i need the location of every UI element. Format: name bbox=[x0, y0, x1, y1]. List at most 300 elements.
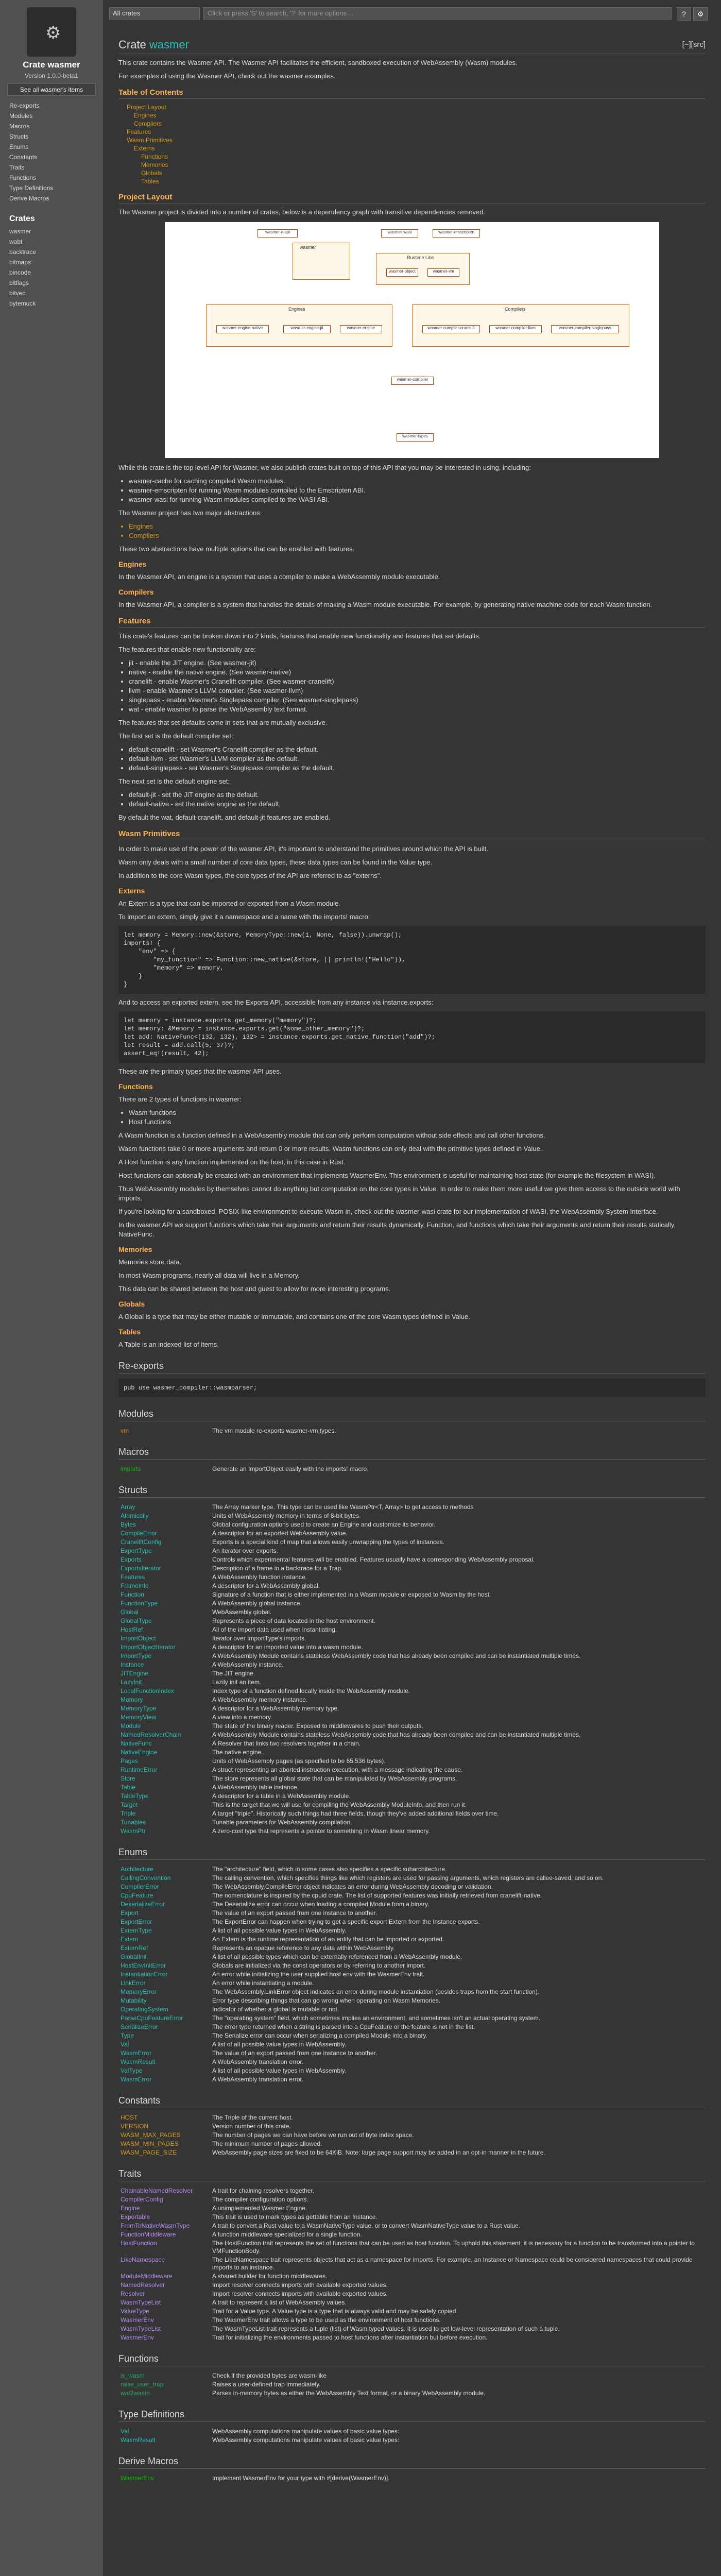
item-description: A WebAssembly function instance. bbox=[212, 1573, 307, 1581]
sidebar-item[interactable]: Macros bbox=[9, 123, 30, 130]
code-block: let memory = Memory::new(&store, MemoryType::new(1, None, false)).unwrap(); imports! { "env" => { "my_function" => Function::new_native(&store, || println!("Hello")), "memory" => memory, } } bbox=[118, 926, 706, 994]
functions-paragraph: A Wasm function is a function defined in a WebAssembly module that can only perform computation without side effects and call other functions. bbox=[118, 1131, 545, 1139]
table-row bbox=[118, 2239, 706, 2256]
table-row bbox=[118, 2290, 706, 2298]
structs-table bbox=[118, 1503, 706, 1836]
item-link[interactable]: WasmError bbox=[121, 2076, 152, 2083]
item-link[interactable]: HostRef bbox=[121, 1626, 143, 1633]
toc-item[interactable]: Compilers bbox=[134, 120, 162, 127]
item-link[interactable]: Export bbox=[121, 1909, 139, 1917]
features-paragraph: The next set is the default engine set: bbox=[118, 777, 230, 785]
item-link[interactable]: ValType bbox=[121, 2067, 143, 2074]
graph-cluster-label: Compilers bbox=[505, 307, 526, 312]
table-row bbox=[118, 2316, 706, 2325]
crate-link[interactable]: bitmaps bbox=[9, 259, 31, 266]
item-link[interactable]: Triple bbox=[121, 1810, 136, 1817]
sidebar-crate-title[interactable]: Crate wasmer bbox=[23, 60, 80, 70]
item-description: The compiler configuration options. bbox=[212, 2196, 308, 2203]
item-description: A descriptor for a WebAssembly memory type. bbox=[212, 1705, 339, 1712]
table-row bbox=[118, 1988, 706, 1996]
item-link[interactable]: ExportsIterator bbox=[121, 1565, 161, 1572]
item-link[interactable]: NamedResolverChain bbox=[121, 1731, 181, 1738]
search-input[interactable]: Click or press 'S' to search, '?' for more options… bbox=[203, 7, 672, 20]
item-link[interactable]: WasmTypeList bbox=[121, 2325, 161, 2332]
crate-select[interactable]: All crates bbox=[109, 7, 200, 20]
section-heading-tables: Tables bbox=[118, 1328, 141, 1336]
item-description: Global configuration options used to create an Engine and customize its behavior. bbox=[212, 1521, 436, 1528]
section-heading-engines: Engines bbox=[118, 560, 147, 568]
table-row bbox=[118, 1555, 706, 1564]
item-link[interactable]: Architecture bbox=[121, 1866, 154, 1873]
settings-button[interactable] bbox=[693, 7, 708, 21]
help-button[interactable]: ? bbox=[677, 7, 691, 21]
item-link[interactable]: wat2wasm bbox=[121, 2389, 150, 2397]
item-link[interactable]: CpuFeature bbox=[121, 1892, 153, 1899]
table-row bbox=[118, 1783, 706, 1792]
constants-table bbox=[118, 2113, 706, 2157]
functions-paragraph: There are 2 types of functions in wasmer: bbox=[118, 1095, 242, 1103]
item-link[interactable]: GlobalType bbox=[121, 1617, 152, 1624]
table-row bbox=[118, 1704, 706, 1713]
list-item[interactable]: • Engines bbox=[129, 522, 706, 531]
item-link[interactable]: CompilerConfig bbox=[121, 2196, 163, 2203]
item-description: A descriptor for a table in a WebAssembly module. bbox=[212, 1792, 351, 1800]
list-item: • default-llvm - set Wasmer's LLVM compiler as the default. bbox=[129, 754, 706, 764]
item-description: A WebAssembly translation error. bbox=[212, 2076, 304, 2083]
table-row bbox=[118, 1792, 706, 1801]
item-link[interactable]: CallingConvention bbox=[121, 1874, 171, 1882]
item-link[interactable]: LazyInit bbox=[121, 1679, 142, 1686]
item-link[interactable]: Target bbox=[121, 1801, 138, 1808]
table-row bbox=[118, 2014, 706, 2023]
table-row bbox=[118, 1465, 706, 1473]
table-row bbox=[118, 1722, 706, 1731]
graph-node: wasmer-compiler bbox=[391, 377, 434, 385]
item-link[interactable]: MemoryType bbox=[121, 1705, 157, 1712]
table-row bbox=[118, 1935, 706, 1944]
section-heading-compilers: Compilers bbox=[118, 588, 154, 596]
graph-node: wasmer-object bbox=[386, 268, 418, 277]
item-link[interactable]: Instance bbox=[121, 1661, 144, 1668]
crate-link[interactable]: backtrace bbox=[9, 248, 37, 256]
item-link[interactable]: ImportObjectIterator bbox=[121, 1643, 176, 1651]
item-description: A WebAssembly global instance. bbox=[212, 1600, 302, 1607]
item-link[interactable]: WASM_MIN_PAGES bbox=[121, 2140, 179, 2147]
item-link[interactable]: RuntimeError bbox=[121, 1766, 158, 1773]
crate-link[interactable]: wasmer bbox=[9, 228, 31, 235]
list-item: • default-native - set the native engine as the default. bbox=[129, 800, 706, 809]
dependency-graph bbox=[165, 222, 659, 458]
item-link[interactable]: WasmerEnv bbox=[121, 2334, 154, 2341]
item-link[interactable]: LinkError bbox=[121, 1979, 146, 1987]
globals-paragraph: A Global is a type that may be either mutable or immutable, and contains one of the core Wasm types defined in Value. bbox=[118, 1313, 470, 1320]
sidebar-item[interactable]: Traits bbox=[9, 164, 25, 171]
toc-item[interactable]: Engines bbox=[134, 112, 157, 119]
item-link[interactable]: WasmError bbox=[121, 2049, 152, 2057]
item-link[interactable]: LikeNamespace bbox=[121, 2256, 165, 2263]
item-link[interactable]: WasmResult bbox=[121, 2058, 156, 2065]
list-item: • default-jit - set the JIT engine as the default. bbox=[129, 790, 706, 800]
list-item: • wat - enable wasmer to parse the WebAssembly text format. bbox=[129, 705, 706, 714]
sidebar-item[interactable]: Functions bbox=[9, 174, 37, 181]
table-row bbox=[118, 2298, 706, 2307]
table-row bbox=[118, 1512, 706, 1520]
section-heading-typedefs: Type Definitions bbox=[118, 2409, 706, 2422]
item-description: The value of an export passed from one instance to another. bbox=[212, 2049, 377, 2057]
table-row bbox=[118, 2325, 706, 2333]
item-link[interactable]: MemoryError bbox=[121, 1988, 157, 1995]
item-link[interactable]: Mutability bbox=[121, 1997, 147, 2004]
item-description: This is the target that we will use for compiling the WebAssembly ModuleInfo, and then run it. bbox=[212, 1801, 467, 1808]
enums-table bbox=[118, 1865, 706, 2084]
crate-list bbox=[129, 477, 706, 504]
sidebar-item[interactable]: Modules bbox=[9, 112, 33, 120]
table-row bbox=[118, 1883, 706, 1891]
item-description: The WasmTypeList trait represents a tuple (list) of Wasm typed values. It is used to get low-level representation of such a tuple. bbox=[212, 2325, 560, 2332]
item-description: A trait to convert a Rust value to a WasmNativeType value, or to convert WasmNativeType value to a Rust value. bbox=[212, 2222, 521, 2229]
primitives-paragraph: Wasm only deals with a small number of core data types, these data types can be found in the Value type. bbox=[118, 858, 433, 866]
list-item: • default-singlepass - set Wasmer's Singlepass compiler as the default. bbox=[129, 764, 706, 773]
table-row bbox=[118, 2195, 706, 2204]
item-link[interactable]: Module bbox=[121, 1722, 141, 1730]
item-description: Signature of a function that is either implemented in a Wasm module or exposed to Wasm by the host. bbox=[212, 1591, 491, 1598]
item-link[interactable]: HOST bbox=[121, 2114, 138, 2121]
item-link[interactable]: Memory bbox=[121, 1696, 143, 1703]
graph-node: wasmer-c-api bbox=[258, 229, 298, 238]
toc-item[interactable]: Memories bbox=[141, 161, 168, 168]
item-link[interactable]: WasmResult bbox=[121, 2436, 156, 2444]
item-link[interactable]: WASM_PAGE_SIZE bbox=[121, 2149, 177, 2156]
crate-name[interactable]: wasmer bbox=[149, 38, 189, 51]
table-row bbox=[118, 1538, 706, 1547]
item-description: Represents an opaque reference to any data within WebAssembly. bbox=[212, 1944, 395, 1952]
sidebar-item[interactable]: Re-exports bbox=[9, 102, 40, 109]
typedefs-table bbox=[118, 2427, 706, 2445]
sidebar-version: Version 1.0.0-beta1 bbox=[24, 72, 79, 79]
item-link[interactable]: WasmTypeList bbox=[121, 2299, 161, 2306]
table-row bbox=[118, 2005, 706, 2014]
intro-paragraph: This crate contains the Wasmer API. The Wasmer API facilitates the efficient, sandboxed execution of WebAssembly (Wasm) modules. bbox=[118, 59, 518, 66]
item-description: An Extern is the runtime representation of an entity that can be imported or exported. bbox=[212, 1936, 444, 1943]
item-description: Import resolver connects imports with available exported values. bbox=[212, 2281, 388, 2289]
item-link[interactable]: NamedResolver bbox=[121, 2281, 165, 2289]
item-link[interactable]: Array bbox=[121, 1503, 135, 1511]
modules-table bbox=[118, 1427, 706, 1435]
item-description: The "architecture" field, which in some cases also specifies a specific subarchitecture. bbox=[212, 1866, 447, 1873]
item-description: The number of pages we can have before we run out of byte index space. bbox=[212, 2131, 414, 2139]
item-link[interactable]: ImportObject bbox=[121, 1635, 156, 1642]
macros-table bbox=[118, 1465, 706, 1473]
layout-paragraph: The Wasmer project is divided into a number of crates, below is a dependency graph with transitive dependencies removed. bbox=[118, 208, 486, 216]
item-link[interactable]: HostFunction bbox=[121, 2240, 157, 2247]
item-link[interactable]: NativeFunc bbox=[121, 1740, 152, 1747]
derives-table bbox=[118, 2474, 706, 2483]
item-link[interactable]: TableType bbox=[121, 1792, 149, 1800]
item-description: Check if the provided bytes are wasm-like bbox=[212, 2372, 327, 2379]
table-row bbox=[118, 1582, 706, 1590]
toc-item[interactable]: Wasm Primitives bbox=[127, 137, 173, 144]
item-description: A WebAssembly Module contains stateless WebAssembly code that has already been compiled and can be instantiated multiple times. bbox=[212, 1731, 581, 1738]
item-description: The store represents all global state that can be manipulated by WebAssembly programs. bbox=[212, 1775, 457, 1782]
item-description: The vm module re-exports wasmer-vm types. bbox=[212, 1427, 336, 1434]
crate-link[interactable]: bitvec bbox=[9, 290, 26, 297]
sidebar-item[interactable]: Enums bbox=[9, 143, 29, 150]
sidebar-item[interactable]: Structs bbox=[9, 133, 29, 140]
item-description: Raises a user-defined trap immediately. bbox=[212, 2381, 321, 2388]
table-row bbox=[118, 1547, 706, 1555]
table-row bbox=[118, 1520, 706, 1529]
item-link[interactable]: FunctionType bbox=[121, 1600, 158, 1607]
item-description: A target "triple". Historically such things had three fields, though they've added additional fields over time. bbox=[212, 1810, 499, 1817]
crate-link[interactable]: wabt bbox=[9, 238, 23, 245]
crate-link[interactable]: bytemuck bbox=[9, 300, 36, 307]
item-link[interactable]: ExternType bbox=[121, 1927, 152, 1934]
gear-icon: ⚙ bbox=[697, 10, 704, 18]
table-row bbox=[118, 2023, 706, 2031]
item-link[interactable]: LocalFunctionIndex bbox=[121, 1687, 175, 1694]
features-paragraph: The features that enable new functionality are: bbox=[118, 646, 256, 653]
item-link[interactable]: Extern bbox=[121, 1936, 139, 1943]
features-paragraph: The first set is the default compiler set: bbox=[118, 732, 233, 740]
table-row bbox=[118, 2333, 706, 2342]
item-description: The LikeNamespace trait represents objects that act as a namespace for imports. For example, an Instance or Namespace could be considered namespaces that could provide imports to an instance. bbox=[212, 2256, 693, 2271]
table-row bbox=[118, 1731, 706, 1739]
table-row bbox=[118, 1970, 706, 1979]
section-heading-modules: Modules bbox=[118, 1409, 706, 1421]
item-description: The Serialize error can occur when serializing a compiled Module into a binary. bbox=[212, 2032, 427, 2039]
list-item[interactable]: • wasmer-cache for caching compiled Wasm modules. bbox=[129, 477, 706, 486]
table-row bbox=[118, 2066, 706, 2075]
item-description: A struct representing an aborted instruction execution, with a message indicating the cause. bbox=[212, 1766, 463, 1773]
item-description: Units of WebAssembly pages (as specified to be 65,536 bytes). bbox=[212, 1757, 386, 1765]
table-row bbox=[118, 2075, 706, 2084]
toc-item[interactable]: Functions bbox=[141, 153, 168, 160]
item-link[interactable]: SerializeError bbox=[121, 2023, 158, 2030]
table-row bbox=[118, 1660, 706, 1669]
section-heading-globals: Globals bbox=[118, 1300, 145, 1308]
section-heading-externs: Externs bbox=[118, 887, 145, 895]
item-link[interactable]: WasmerEnv bbox=[121, 2316, 154, 2324]
item-description: The state of the binary reader. Exposed to middlewares to push their outputs. bbox=[212, 1722, 423, 1730]
item-link[interactable]: is_wasm bbox=[121, 2372, 145, 2379]
item-link[interactable]: imports bbox=[121, 1465, 141, 1472]
item-link[interactable]: CompileError bbox=[121, 1530, 157, 1537]
item-link[interactable]: Exports bbox=[121, 1556, 142, 1563]
item-link[interactable]: Val bbox=[121, 2428, 129, 2435]
item-link[interactable]: Val bbox=[121, 2041, 129, 2048]
item-link[interactable]: raise_user_trap bbox=[121, 2381, 164, 2388]
item-description: Description of a frame in a backtrace for a Trap. bbox=[212, 1565, 343, 1572]
sidebar-item[interactable]: Constants bbox=[9, 154, 38, 161]
src-link[interactable]: [−][src] bbox=[682, 40, 706, 49]
item-description: Controls which experimental features will be enabled. Features usually have a corresponding WebAssembly proposal. bbox=[212, 1556, 535, 1563]
section-heading-traits: Traits bbox=[118, 2168, 706, 2181]
item-link[interactable]: Table bbox=[121, 1784, 135, 1791]
item-link[interactable]: OperatingSystem bbox=[121, 2006, 168, 2013]
toc-item[interactable]: Globals bbox=[141, 170, 162, 177]
table-row bbox=[118, 2131, 706, 2140]
list-item: • llvm - enable Wasmer's LLVM compiler. (See wasmer-llvm) bbox=[129, 686, 706, 696]
graph-node: wasmer-vm bbox=[427, 268, 459, 277]
item-description: Indicator of whether a global is mutable or not. bbox=[212, 2006, 339, 2013]
table-row bbox=[118, 2230, 706, 2239]
item-link[interactable]: Function bbox=[121, 1591, 145, 1598]
layout-paragraph: These two abstractions have multiple options that can be enabled with features. bbox=[118, 545, 355, 553]
table-row bbox=[118, 2272, 706, 2281]
item-link[interactable]: ModuleMiddleware bbox=[121, 2273, 173, 2280]
crate-link[interactable]: bincode bbox=[9, 269, 31, 276]
table-row bbox=[118, 2307, 706, 2316]
list-item[interactable]: • wasmer-emscripten for running Wasm modules compiled to the Emscripten ABI. bbox=[129, 486, 706, 495]
item-link[interactable]: Pages bbox=[121, 1757, 139, 1765]
item-link[interactable]: HostEnvInitError bbox=[121, 1962, 166, 1969]
list-item: • default-cranelift - set Wasmer's Cranelift compiler as the default. bbox=[129, 745, 706, 754]
item-link[interactable]: Global bbox=[121, 1608, 139, 1616]
item-description: A descriptor for a WebAssembly global. bbox=[212, 1582, 320, 1589]
item-description: A shared builder for function middlewares. bbox=[212, 2273, 328, 2280]
toc-heading: Table of Contents bbox=[118, 88, 706, 99]
item-link[interactable]: WASM_MAX_PAGES bbox=[121, 2131, 181, 2139]
table-row bbox=[118, 1996, 706, 2005]
section-heading-memories: Memories bbox=[118, 1245, 152, 1253]
item-link[interactable]: CraneliftConfig bbox=[121, 1538, 162, 1546]
item-description: The native engine. bbox=[212, 1749, 263, 1756]
layout-paragraph: The Wasmer project has two major abstractions: bbox=[118, 509, 262, 517]
table-row bbox=[118, 1944, 706, 1953]
table-row bbox=[118, 1757, 706, 1766]
functions-paragraph: Host functions can optionally be created with an environment that implements WasmerEnv. This environment is useful for maintaining host state (for example the filesystem in WASI). bbox=[118, 1172, 656, 1179]
item-link[interactable]: JITEngine bbox=[121, 1670, 149, 1677]
table-row bbox=[118, 2187, 706, 2195]
item-link[interactable]: CompilerError bbox=[121, 1883, 159, 1890]
all-items-button[interactable]: See all wasmer's items bbox=[7, 83, 96, 96]
item-link[interactable]: Bytes bbox=[121, 1521, 136, 1528]
table-row bbox=[118, 1669, 706, 1678]
list-item[interactable]: • wasmer-wasi for running Wasm modules compiled to the WASI ABI. bbox=[129, 495, 706, 504]
item-link[interactable]: ChainableNamedResolver bbox=[121, 2187, 193, 2194]
item-link[interactable]: NativeEngine bbox=[121, 1749, 158, 1756]
item-link[interactable]: InstantiationError bbox=[121, 1971, 168, 1978]
externs-paragraph: These are the primary types that the wasmer API uses. bbox=[118, 1067, 282, 1075]
item-link[interactable]: Engine bbox=[121, 2205, 140, 2212]
list-item[interactable]: • Compilers bbox=[129, 531, 706, 540]
item-description: The WebAssembly.LinkError object indicates an error during module instantiation (besides traps from the start function). bbox=[212, 1988, 540, 1995]
item-link[interactable]: Atomically bbox=[121, 1512, 149, 1519]
item-description: An error while initializing the user supplied host env with the WasmerEnv trait. bbox=[212, 1971, 425, 1978]
gear-icon: ⚙ bbox=[45, 23, 61, 43]
table-row bbox=[118, 2140, 706, 2148]
item-link[interactable]: Store bbox=[121, 1775, 135, 1782]
item-description: The JIT engine. bbox=[212, 1670, 255, 1677]
item-link[interactable]: Resolver bbox=[121, 2290, 145, 2297]
table-row bbox=[118, 1979, 706, 1988]
crate-link[interactable]: bitflags bbox=[9, 279, 29, 286]
item-link[interactable]: ParseCpuFeatureError bbox=[121, 2014, 183, 2022]
functions-paragraph: A Host function is any function implemented on the host, in this case in Rust. bbox=[118, 1158, 346, 1166]
item-description: Exports is a special kind of map that allows easily unwrapping the types of instances. bbox=[212, 1538, 444, 1546]
item-link[interactable]: MemoryView bbox=[121, 1714, 157, 1721]
graph-node: wasmer-emscripten bbox=[433, 229, 480, 238]
item-link[interactable]: WasmPtr bbox=[121, 1827, 146, 1835]
memories-paragraph: Memories store data. bbox=[118, 1258, 182, 1266]
item-link[interactable]: VERSION bbox=[121, 2123, 149, 2130]
item-description: Iterator over ImportType's imports. bbox=[212, 1635, 306, 1642]
item-link[interactable]: FrameInfo bbox=[121, 1582, 149, 1589]
item-description: A zero-cost type that represents a pointer to something in Wasm linear memory. bbox=[212, 1827, 430, 1835]
sidebar-item[interactable]: Derive Macros bbox=[9, 195, 49, 202]
item-link[interactable]: vm bbox=[121, 1427, 129, 1434]
toc-item[interactable]: Externs bbox=[134, 145, 155, 152]
layout-paragraph: While this crate is the top level API for Wasmer, we also publish crates built on top of this API that you may be interested in using, including: bbox=[118, 464, 531, 471]
item-description: Generate an ImportObject easily with the imports! macro. bbox=[212, 1465, 369, 1472]
item-link[interactable]: WasmerEnv bbox=[121, 2475, 154, 2482]
table-row bbox=[118, 2380, 706, 2389]
section-heading-enums: Enums bbox=[118, 1847, 706, 1860]
toc-item[interactable]: Project Layout bbox=[127, 104, 166, 111]
section-heading-fns: Functions bbox=[118, 2353, 706, 2366]
rust-logo[interactable] bbox=[27, 7, 76, 57]
item-link[interactable]: DeserializeError bbox=[121, 1901, 165, 1908]
item-link[interactable]: ImportType bbox=[121, 1652, 152, 1659]
section-heading-primitives: Wasm Primitives bbox=[118, 829, 706, 840]
item-link[interactable]: FunctionMiddleware bbox=[121, 2231, 176, 2238]
item-link[interactable]: Features bbox=[121, 1573, 145, 1581]
item-description: Tunable parameters for WebAssembly compilation. bbox=[212, 1819, 352, 1826]
list-item: • cranelift - enable Wasmer's Cranelift compiler. (See wasmer-cranelift) bbox=[129, 677, 706, 686]
item-description: The calling convention, which specifies things like which registers are used for passing arguments, which registers are callee-saved, and so on. bbox=[212, 1874, 604, 1882]
main-content bbox=[118, 38, 706, 2483]
table-row bbox=[118, 1801, 706, 1809]
item-link[interactable]: FromToNativeWasmType bbox=[121, 2222, 190, 2229]
item-description: A WebAssembly instance. bbox=[212, 1661, 284, 1668]
sidebar-item[interactable]: Type Definitions bbox=[9, 184, 54, 192]
graph-node: wasmer-wasi bbox=[381, 229, 418, 238]
item-link[interactable]: Tunables bbox=[121, 1819, 146, 1826]
item-description: This trait is used to mark types as gettable from an Instance. bbox=[212, 2213, 377, 2221]
item-description: A list of all possible value types in WebAssembly. bbox=[212, 1927, 347, 1934]
item-link[interactable]: GlobalInit bbox=[121, 1953, 147, 1960]
item-description: The ExportError can happen when trying to get a specific export Extern from the Instance exports. bbox=[212, 1918, 480, 1925]
tables-paragraph: A Table is an indexed list of items. bbox=[118, 1341, 219, 1348]
list-item: • jit - enable the JIT engine. (See wasmer-jit) bbox=[129, 658, 706, 668]
item-link[interactable]: Exportable bbox=[121, 2213, 150, 2221]
table-row bbox=[118, 1774, 706, 1783]
toc-item[interactable]: Features bbox=[127, 128, 151, 135]
item-description: A WebAssembly Module contains stateless WebAssembly code that has already been compiled and can be instantiated multiple times. bbox=[212, 1652, 581, 1659]
table-row bbox=[118, 2122, 706, 2131]
item-link[interactable]: ExportType bbox=[121, 1547, 152, 1554]
default-engine-list bbox=[129, 790, 706, 809]
memories-paragraph: In most Wasm programs, nearly all data will live in a Memory. bbox=[118, 1272, 300, 1279]
table-row bbox=[118, 2427, 706, 2436]
graph-node: wasmer-compiler-llvm bbox=[489, 325, 542, 333]
toc-item[interactable]: Tables bbox=[141, 178, 159, 185]
item-link[interactable]: Type bbox=[121, 2032, 134, 2039]
table-row bbox=[118, 1643, 706, 1652]
table-row bbox=[118, 1529, 706, 1538]
item-link[interactable]: ExternRef bbox=[121, 1944, 148, 1952]
table-row bbox=[118, 1625, 706, 1634]
intro-paragraph: For examples of using the Wasmer API, check out the wasmer examples. bbox=[118, 72, 336, 80]
table-row bbox=[118, 1590, 706, 1599]
item-description: A WebAssembly translation error. bbox=[212, 2058, 304, 2065]
table-row bbox=[118, 1573, 706, 1582]
item-description: The Deserialize error can occur when loading a compiled Module from a binary. bbox=[212, 1901, 430, 1908]
item-link[interactable]: ValueType bbox=[121, 2308, 149, 2315]
graph-cluster-label: wasmer bbox=[300, 245, 316, 250]
item-description: WebAssembly computations manipulate values of basic value types: bbox=[212, 2428, 400, 2435]
item-link[interactable]: ExportError bbox=[121, 1918, 152, 1925]
